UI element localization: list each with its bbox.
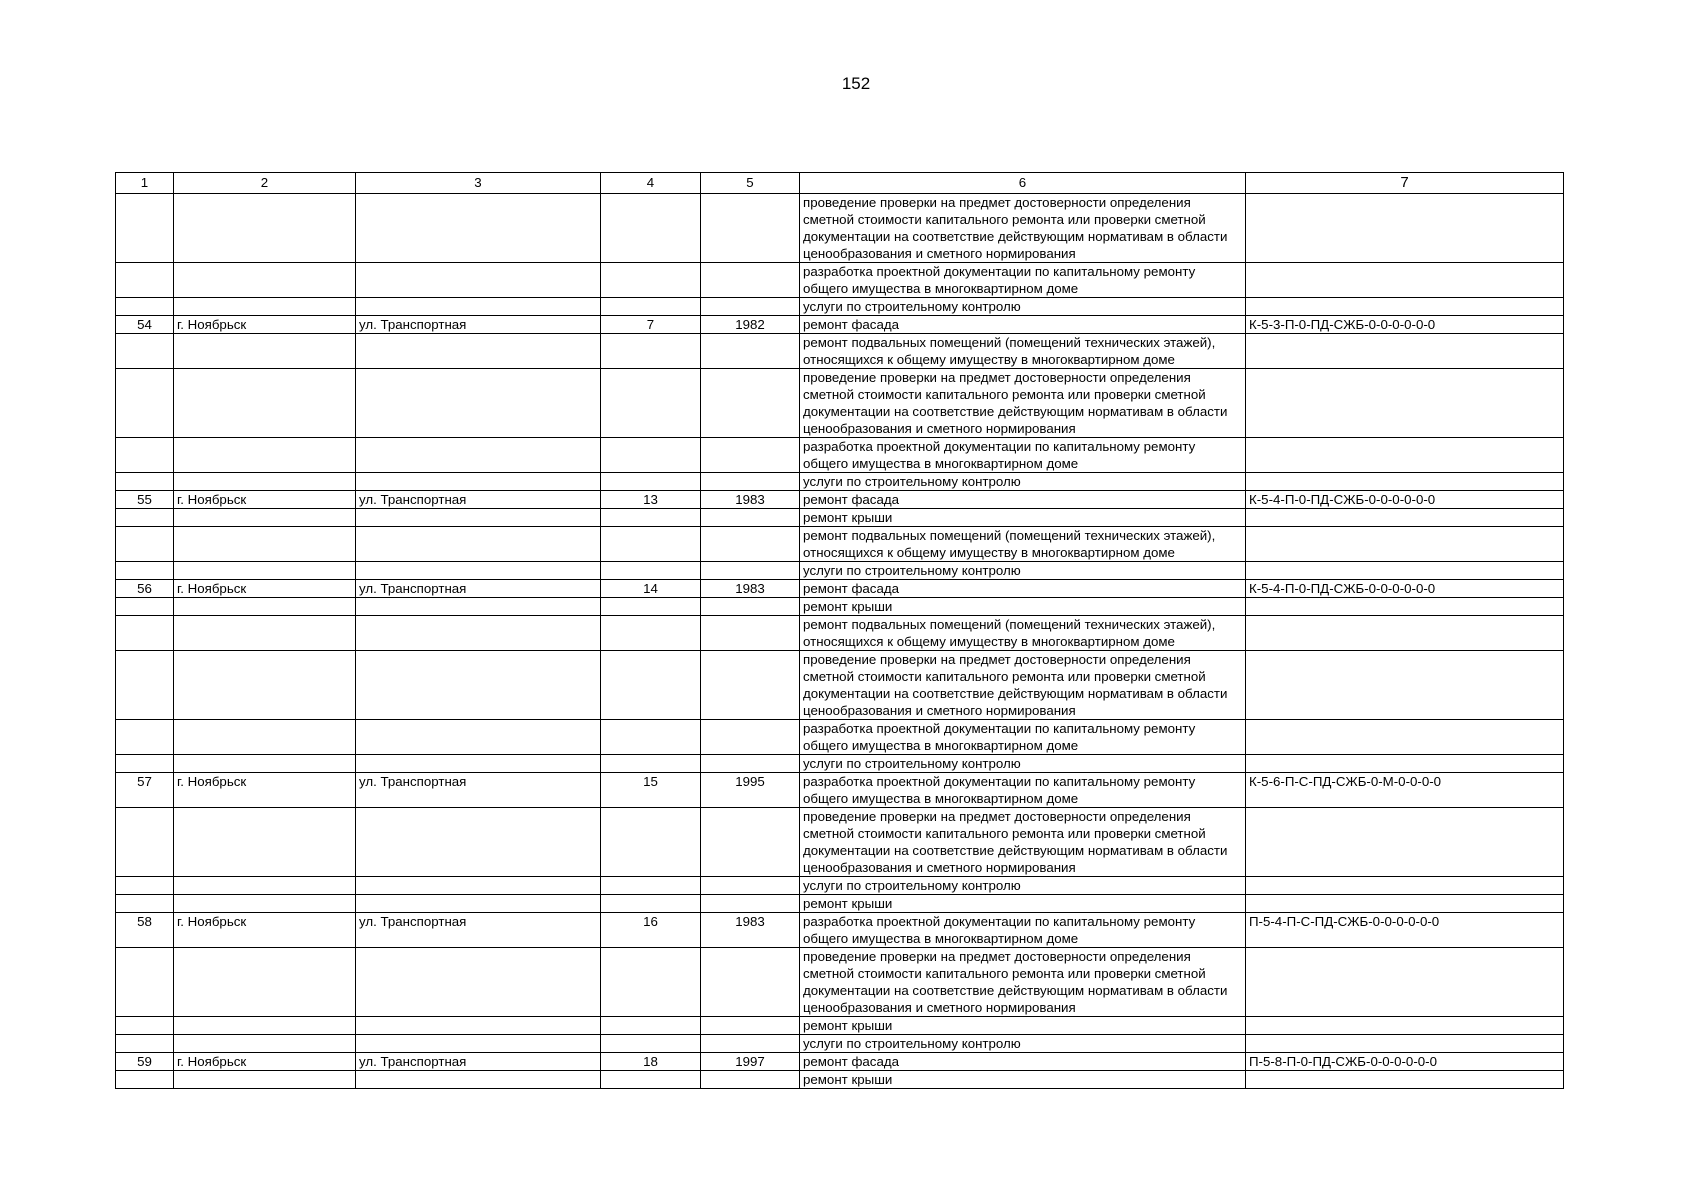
city-cell: [174, 473, 356, 491]
table-row: [116, 369, 1564, 438]
work-type-cell: разработка проектной документации по капитальному ремонту общего имущества в многоквартирном доме: [800, 263, 1246, 298]
city-cell: [174, 263, 356, 298]
build-year-cell: [701, 527, 800, 562]
work-type-cell: проведение проверки на предмет достоверности определения сметной стоимости капитального ремонта или проверки сметной документации на соответствие действующим нормативам в области ценообразования и сметного нормирования: [800, 948, 1246, 1017]
city-cell: [174, 194, 356, 263]
table-row: [116, 562, 1564, 580]
work-type-cell: разработка проектной документации по капитальному ремонту общего имущества в многоквартирном доме: [800, 720, 1246, 755]
house-code-cell: [1246, 1017, 1564, 1035]
house-number-cell: [601, 808, 701, 877]
table-row: [116, 298, 1564, 316]
house-number-cell: [601, 616, 701, 651]
house-number-cell: [601, 298, 701, 316]
build-year-cell: [701, 194, 800, 263]
house-code-cell: К-5-4-П-0-ПД-СЖБ-0-0-0-0-0-0: [1246, 491, 1564, 509]
work-type-cell: услуги по строительному контролю: [800, 473, 1246, 491]
city-cell: г. Ноябрьск: [174, 316, 356, 334]
table-row: [116, 1017, 1564, 1035]
build-year-cell: [701, 263, 800, 298]
house-number-cell: [601, 369, 701, 438]
house-code-cell: [1246, 755, 1564, 773]
city-cell: г. Ноябрьск: [174, 1053, 356, 1071]
city-cell: [174, 808, 356, 877]
table-row: [116, 334, 1564, 369]
row-number-cell: [116, 263, 174, 298]
build-year-cell: [701, 720, 800, 755]
house-code-cell: К-5-4-П-0-ПД-СЖБ-0-0-0-0-0-0: [1246, 580, 1564, 598]
house-number-cell: 7: [601, 316, 701, 334]
house-code-cell: [1246, 473, 1564, 491]
row-number-cell: [116, 298, 174, 316]
row-number-cell: [116, 877, 174, 895]
table-row: [116, 1071, 1564, 1089]
house-code-cell: [1246, 509, 1564, 527]
street-cell: ул. Транспортная: [356, 491, 601, 509]
house-number-cell: [601, 755, 701, 773]
work-type-cell: проведение проверки на предмет достоверности определения сметной стоимости капитального ремонта или проверки сметной документации на соответствие действующим нормативам в области ценообразования и сметного нормирования: [800, 808, 1246, 877]
street-cell: [356, 334, 601, 369]
row-number-cell: [116, 598, 174, 616]
header-col-2: 2: [174, 173, 356, 194]
street-cell: [356, 895, 601, 913]
house-number-cell: [601, 720, 701, 755]
city-cell: [174, 948, 356, 1017]
street-cell: ул. Транспортная: [356, 773, 601, 808]
row-number-cell: [116, 1071, 174, 1089]
table-row: [116, 877, 1564, 895]
table-row: [116, 527, 1564, 562]
table-row: [116, 895, 1564, 913]
build-year-cell: [701, 298, 800, 316]
city-cell: [174, 298, 356, 316]
house-code-cell: [1246, 562, 1564, 580]
build-year-cell: [701, 1035, 800, 1053]
table-row: [116, 263, 1564, 298]
street-cell: [356, 755, 601, 773]
house-code-cell: [1246, 1035, 1564, 1053]
build-year-cell: [701, 509, 800, 527]
work-type-cell: ремонт фасада: [800, 580, 1246, 598]
table-row: [116, 651, 1564, 720]
build-year-cell: [701, 1017, 800, 1035]
table-row: [116, 755, 1564, 773]
house-code-cell: К-5-3-П-0-ПД-СЖБ-0-0-0-0-0-0: [1246, 316, 1564, 334]
house-number-cell: 14: [601, 580, 701, 598]
house-number-cell: 18: [601, 1053, 701, 1071]
work-type-cell: услуги по строительному контролю: [800, 298, 1246, 316]
house-code-cell: [1246, 720, 1564, 755]
table-row: [116, 598, 1564, 616]
build-year-cell: [701, 948, 800, 1017]
street-cell: [356, 562, 601, 580]
table-row: [116, 808, 1564, 877]
street-cell: [356, 720, 601, 755]
house-code-cell: [1246, 527, 1564, 562]
house-code-cell: [1246, 808, 1564, 877]
table-row: [116, 948, 1564, 1017]
work-type-cell: ремонт фасада: [800, 316, 1246, 334]
build-year-cell: [701, 1071, 800, 1089]
city-cell: [174, 616, 356, 651]
build-year-cell: [701, 369, 800, 438]
work-type-cell: ремонт крыши: [800, 1017, 1246, 1035]
build-year-cell: [701, 755, 800, 773]
street-cell: [356, 1035, 601, 1053]
work-type-cell: разработка проектной документации по капитальному ремонту общего имущества в многоквартирном доме: [800, 913, 1246, 948]
city-cell: [174, 334, 356, 369]
row-number-cell: [116, 1035, 174, 1053]
street-cell: [356, 263, 601, 298]
page-number: 152: [841, 74, 871, 93]
house-number-cell: [601, 527, 701, 562]
house-number-cell: [601, 651, 701, 720]
city-cell: г. Ноябрьск: [174, 913, 356, 948]
city-cell: [174, 438, 356, 473]
row-number-cell: [116, 194, 174, 263]
header-col-5: 5: [701, 173, 800, 194]
house-code-cell: [1246, 616, 1564, 651]
city-cell: г. Ноябрьск: [174, 491, 356, 509]
table-row: [116, 773, 1564, 808]
build-year-cell: 1983: [701, 913, 800, 948]
work-type-cell: проведение проверки на предмет достоверности определения сметной стоимости капитального ремонта или проверки сметной документации на соответствие действующим нормативам в области ценообразования и сметного нормирования: [800, 369, 1246, 438]
city-cell: [174, 598, 356, 616]
build-year-cell: 1982: [701, 316, 800, 334]
house-number-cell: 15: [601, 773, 701, 808]
table-row: [116, 616, 1564, 651]
row-number-cell: [116, 438, 174, 473]
work-type-cell: ремонт фасада: [800, 1053, 1246, 1071]
table-header-row: [116, 173, 1564, 194]
house-number-cell: [601, 877, 701, 895]
build-year-cell: 1997: [701, 1053, 800, 1071]
street-cell: ул. Транспортная: [356, 580, 601, 598]
work-type-cell: ремонт подвальных помещений (помещений технических этажей), относящихся к общему имуществу в многоквартирном доме: [800, 334, 1246, 369]
header-col-6: 6: [800, 173, 1246, 194]
house-code-cell: [1246, 334, 1564, 369]
house-code-cell: П-5-8-П-0-ПД-СЖБ-0-0-0-0-0-0: [1246, 1053, 1564, 1071]
street-cell: [356, 473, 601, 491]
city-cell: г. Ноябрьск: [174, 773, 356, 808]
build-year-cell: [701, 562, 800, 580]
row-number-cell: 57: [116, 773, 174, 808]
row-number-cell: 59: [116, 1053, 174, 1071]
house-number-cell: [601, 509, 701, 527]
house-number-cell: 16: [601, 913, 701, 948]
table-row: [116, 720, 1564, 755]
house-code-cell: [1246, 263, 1564, 298]
row-number-cell: 58: [116, 913, 174, 948]
build-year-cell: [701, 438, 800, 473]
table-row: [116, 194, 1564, 263]
row-number-cell: 56: [116, 580, 174, 598]
row-number-cell: [116, 1017, 174, 1035]
house-code-cell: К-5-6-П-С-ПД-СЖБ-0-М-0-0-0-0: [1246, 773, 1564, 808]
house-number-cell: [601, 1035, 701, 1053]
table-row: [116, 580, 1564, 598]
row-number-cell: [116, 562, 174, 580]
work-type-cell: услуги по строительному контролю: [800, 877, 1246, 895]
row-number-cell: [116, 369, 174, 438]
street-cell: [356, 616, 601, 651]
build-year-cell: [701, 473, 800, 491]
header-col-4: 4: [601, 173, 701, 194]
row-number-cell: 54: [116, 316, 174, 334]
row-number-cell: [116, 334, 174, 369]
build-year-cell: [701, 808, 800, 877]
street-cell: ул. Транспортная: [356, 1053, 601, 1071]
house-code-cell: [1246, 438, 1564, 473]
row-number-cell: [116, 720, 174, 755]
row-number-cell: [116, 616, 174, 651]
table-row: [116, 913, 1564, 948]
row-number-cell: [116, 808, 174, 877]
city-cell: [174, 509, 356, 527]
house-code-cell: [1246, 651, 1564, 720]
house-code-cell: [1246, 877, 1564, 895]
house-code-cell: [1246, 194, 1564, 263]
work-type-cell: ремонт крыши: [800, 598, 1246, 616]
row-number-cell: [116, 755, 174, 773]
build-year-cell: 1995: [701, 773, 800, 808]
row-number-cell: [116, 527, 174, 562]
street-cell: [356, 598, 601, 616]
work-type-cell: ремонт подвальных помещений (помещений технических этажей), относящихся к общему имуществу в многоквартирном доме: [800, 616, 1246, 651]
work-type-cell: услуги по строительному контролю: [800, 1035, 1246, 1053]
work-type-cell: разработка проектной документации по капитальному ремонту общего имущества в многоквартирном доме: [800, 438, 1246, 473]
row-number-cell: 55: [116, 491, 174, 509]
street-cell: [356, 509, 601, 527]
build-year-cell: [701, 616, 800, 651]
work-type-cell: услуги по строительному контролю: [800, 755, 1246, 773]
street-cell: [356, 808, 601, 877]
city-cell: [174, 720, 356, 755]
street-cell: ул. Транспортная: [356, 913, 601, 948]
house-number-cell: [601, 598, 701, 616]
house-number-cell: [601, 438, 701, 473]
city-cell: [174, 1017, 356, 1035]
street-cell: [356, 1071, 601, 1089]
table-row: [116, 1053, 1564, 1071]
house-code-cell: [1246, 1071, 1564, 1089]
table-row: [116, 509, 1564, 527]
work-type-cell: проведение проверки на предмет достоверности определения сметной стоимости капитального ремонта или проверки сметной документации на соответствие действующим нормативам в области ценообразования и сметного нормирования: [800, 651, 1246, 720]
house-number-cell: [601, 1017, 701, 1035]
house-number-cell: [601, 1071, 701, 1089]
work-type-cell: ремонт крыши: [800, 509, 1246, 527]
row-number-cell: [116, 509, 174, 527]
work-type-cell: ремонт крыши: [800, 895, 1246, 913]
house-number-cell: [601, 473, 701, 491]
city-cell: [174, 1035, 356, 1053]
city-cell: [174, 895, 356, 913]
work-type-cell: ремонт крыши: [800, 1071, 1246, 1089]
street-cell: [356, 527, 601, 562]
house-number-cell: [601, 334, 701, 369]
row-number-cell: [116, 473, 174, 491]
house-number-cell: [601, 895, 701, 913]
work-type-cell: проведение проверки на предмет достоверности определения сметной стоимости капитального ремонта или проверки сметной документации на соответствие действующим нормативам в области ценообразования и сметного нормирования: [800, 194, 1246, 263]
row-number-cell: [116, 651, 174, 720]
house-code-cell: П-5-4-П-С-ПД-СЖБ-0-0-0-0-0-0: [1246, 913, 1564, 948]
street-cell: [356, 1017, 601, 1035]
city-cell: [174, 527, 356, 562]
city-cell: [174, 1071, 356, 1089]
table-row: [116, 438, 1564, 473]
street-cell: [356, 369, 601, 438]
work-type-cell: ремонт подвальных помещений (помещений технических этажей), относящихся к общему имуществу в многоквартирном доме: [800, 527, 1246, 562]
house-code-cell: [1246, 598, 1564, 616]
street-cell: [356, 438, 601, 473]
build-year-cell: [701, 895, 800, 913]
build-year-cell: 1983: [701, 580, 800, 598]
capital-repair-table: [115, 172, 1564, 1089]
house-number-cell: [601, 263, 701, 298]
house-number-cell: [601, 948, 701, 1017]
table-row: [116, 1035, 1564, 1053]
build-year-cell: [701, 334, 800, 369]
table-body: [116, 194, 1564, 1089]
row-number-cell: [116, 948, 174, 1017]
build-year-cell: [701, 598, 800, 616]
street-cell: [356, 298, 601, 316]
street-cell: ул. Транспортная: [356, 316, 601, 334]
header-col-1: 1: [116, 173, 174, 194]
table-row: [116, 473, 1564, 491]
work-type-cell: ремонт фасада: [800, 491, 1246, 509]
table-row: [116, 316, 1564, 334]
city-cell: [174, 651, 356, 720]
header-col-3: 3: [356, 173, 601, 194]
header-col-7: 7: [1246, 173, 1564, 194]
house-code-cell: [1246, 369, 1564, 438]
city-cell: [174, 562, 356, 580]
row-number-cell: [116, 895, 174, 913]
build-year-cell: [701, 651, 800, 720]
city-cell: [174, 755, 356, 773]
street-cell: [356, 948, 601, 1017]
street-cell: [356, 651, 601, 720]
city-cell: [174, 877, 356, 895]
street-cell: [356, 877, 601, 895]
city-cell: [174, 369, 356, 438]
city-cell: г. Ноябрьск: [174, 580, 356, 598]
build-year-cell: [701, 877, 800, 895]
house-number-cell: [601, 194, 701, 263]
house-code-cell: [1246, 895, 1564, 913]
work-type-cell: разработка проектной документации по капитальному ремонту общего имущества в многоквартирном доме: [800, 773, 1246, 808]
house-code-cell: [1246, 948, 1564, 1017]
table-row: [116, 491, 1564, 509]
house-number-cell: 13: [601, 491, 701, 509]
work-type-cell: услуги по строительному контролю: [800, 562, 1246, 580]
street-cell: [356, 194, 601, 263]
build-year-cell: 1983: [701, 491, 800, 509]
house-code-cell: [1246, 298, 1564, 316]
house-number-cell: [601, 562, 701, 580]
